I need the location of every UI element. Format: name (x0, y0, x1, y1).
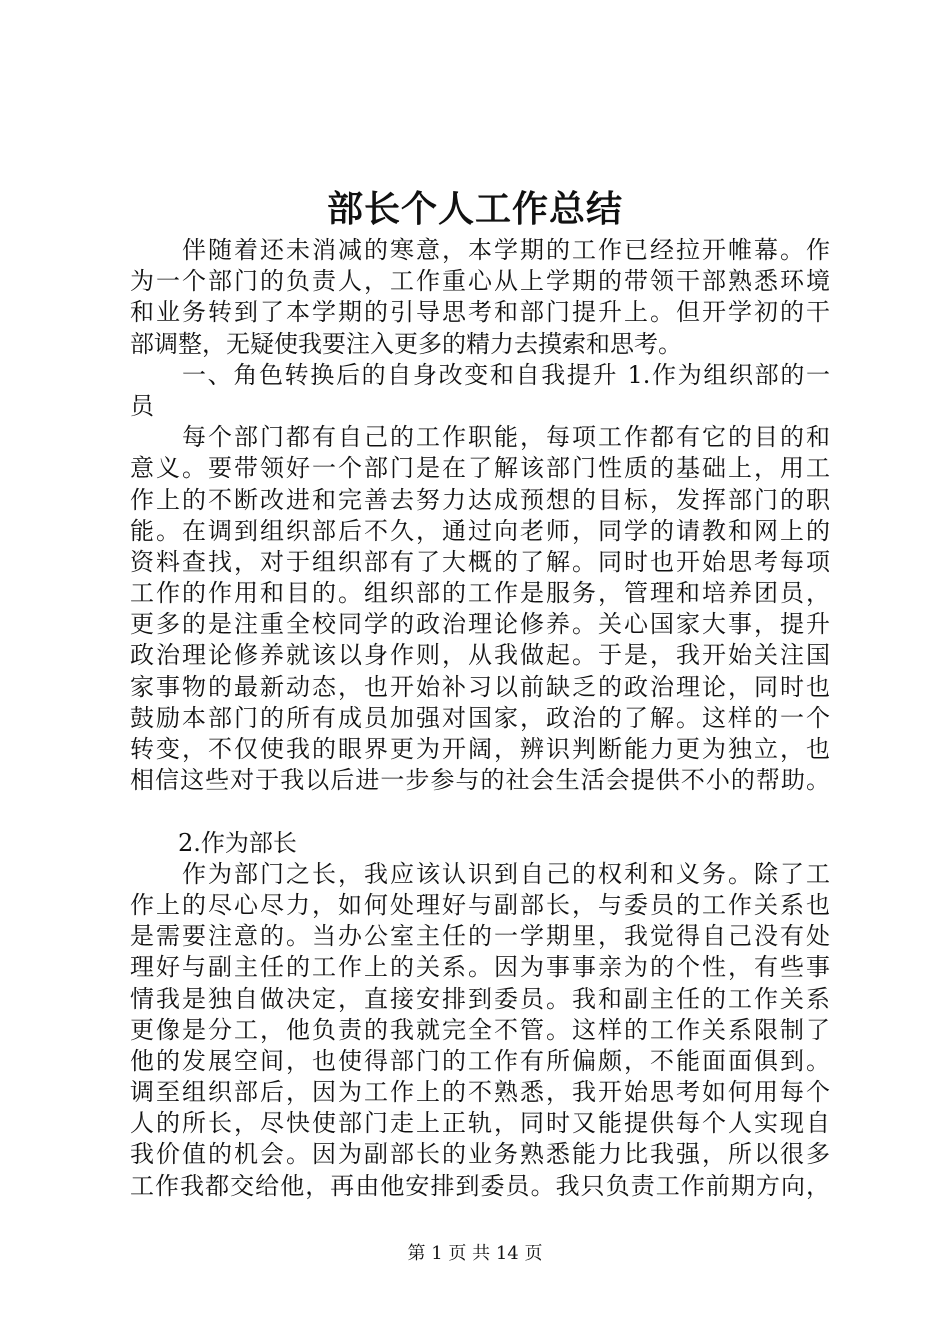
body-line: 情我是独自做决定，直接安排到委员。我和副主任的工作关系 (130, 984, 830, 1013)
document-body (130, 235, 830, 1202)
body-line: 我价值的机会。因为副部长的业务熟悉能力比我强，所以很多 (130, 1140, 830, 1169)
paragraph-gap (130, 796, 830, 827)
body-line: 工作的作用和目的。组织部的工作是服务，管理和培养团员， (130, 579, 830, 608)
body-line: 每个部门都有自己的工作职能，每项工作都有它的目的和 (182, 423, 830, 452)
body-line: 政治理论修养就该以身作则，从我做起。于是，我开始关注国 (130, 641, 830, 670)
body-line: 他的发展空间，也使得部门的工作有所偏颇，不能面面俱到。 (130, 1046, 830, 1075)
body-line: 资料查找，对于组织部有了大概的了解。同时也开始思考每项 (130, 547, 830, 576)
body-line: 伴随着还未消减的寒意，本学期的工作已经拉开帷幕。作 (182, 236, 830, 264)
section-heading: 一、角色转换后的自身改变和自我提升 1.作为组织部的一 (182, 360, 830, 389)
body-line: 更像是分工，他负责的我就完全不管。这样的工作关系限制了 (130, 1015, 830, 1044)
body-line: 理好与副主任的工作上的关系。因为事事亲为的个性，有些事 (130, 953, 830, 982)
body-line: 作为部门之长，我应该认识到自己的权利和义务。除了工 (182, 859, 830, 888)
body-line: 人的所长，尽快使部门走上正轨，同时又能提供每个人实现自 (130, 1109, 830, 1138)
body-line: 家事物的最新动态，也开始补习以前缺乏的政治理论，同时也 (130, 672, 830, 701)
body-line: 意义。要带领好一个部门是在了解该部门性质的基础上，用工 (130, 454, 830, 483)
subsection-heading: 2.作为部长 (178, 828, 297, 857)
body-line: 作上的不断改进和完善去努力达成预想的目标，发挥部门的职 (130, 485, 830, 514)
body-line: 为一个部门的负责人，工作重心从上学期的带领干部熟悉环境 (130, 267, 830, 296)
body-line: 作上的尽心尽力，如何处理好与副部长，与委员的工作关系也 (130, 890, 830, 919)
page-footer: 第 1 页 共 14 页 (407, 1243, 543, 1264)
body-line: 能。在调到组织部后不久，通过向老师，同学的请教和网上的 (130, 516, 830, 545)
body-line: 相信这些对于我以后进一步参与的社会生活会提供不小的帮助。 (130, 766, 830, 795)
body-line: 和业务转到了本学期的引导思考和部门提升上。但开学初的干 (130, 298, 830, 327)
body-line: 调至组织部后，因为工作上的不熟悉，我开始思考如何用每个 (130, 1078, 830, 1107)
body-line: 鼓励本部门的所有成员加强对国家，政治的了解。这样的一个 (130, 703, 830, 732)
body-line: 是需要注意的。当办公室主任的一学期里，我觉得自己没有处 (130, 922, 830, 951)
document-title: 部长个人工作总结 (326, 188, 623, 230)
body-line: 工作我都交给他，再由他安排到委员。我只负责工作前期方向， (130, 1171, 830, 1200)
body-line: 部调整，无疑使我要注入更多的精力去摸索和思考。 (130, 329, 682, 358)
body-line: 更多的是注重全校同学的政治理论修养。关心国家大事，提升 (130, 610, 830, 639)
body-line: 转变，不仅使我的眼界更为开阔，辨识判断能力更为独立，也 (130, 735, 830, 763)
section-heading-continuation: 员 (130, 391, 154, 420)
